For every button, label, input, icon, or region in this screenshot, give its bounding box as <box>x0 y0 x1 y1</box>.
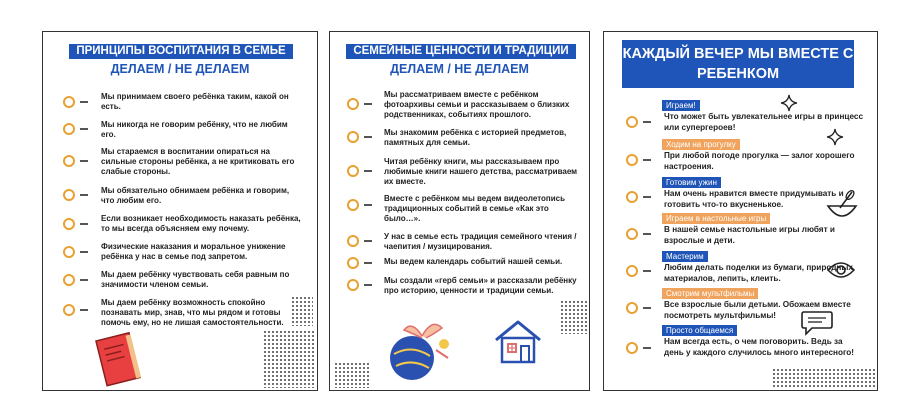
dash-icon <box>80 223 88 225</box>
dash-icon <box>643 307 651 309</box>
speech-bubble-icon <box>800 308 834 336</box>
bullet-circle-icon <box>347 199 359 211</box>
dash-icon <box>364 240 372 242</box>
item-text: Все взрослые были детьми. Обожаем вместе посмотреть мультфильмы! <box>664 300 851 320</box>
bullet-circle-icon <box>626 116 638 128</box>
bullet-circle-icon <box>63 155 75 167</box>
dash-icon <box>80 128 88 130</box>
dot-pattern <box>291 296 313 326</box>
item-text: В нашей семье настольные игры любят и взрослые и дети. <box>664 225 835 245</box>
bullet-circle-icon <box>347 98 359 110</box>
item-text: Мы знакомим ребёнка с историей предметов, памятных для семьи. <box>384 128 567 147</box>
dash-icon <box>643 121 651 123</box>
dash-icon <box>364 170 372 172</box>
dash-icon <box>80 101 88 103</box>
card-parenting-principles <box>42 31 318 391</box>
item-text: Физические наказания и моральное унижение ребёнка у нас в семье под запретом. <box>101 242 286 261</box>
item-text: Читая ребёнку книги, мы рассказываем про любимые книги нашего детства, рассматриваем их вместе. <box>384 157 578 186</box>
bullet-circle-icon <box>347 131 359 143</box>
bullet-circle-icon <box>63 246 75 258</box>
card-every-evening <box>603 31 878 391</box>
dot-pattern <box>772 368 876 388</box>
bullet-circle-icon <box>63 304 75 316</box>
eye-icon <box>826 260 856 280</box>
dash-icon <box>364 204 372 206</box>
card-family-values <box>329 31 590 391</box>
activity-tag: Мастерим <box>662 251 708 262</box>
dot-pattern <box>560 300 588 334</box>
dash-icon <box>364 103 372 105</box>
item-text: Мы рассматриваем вместе с ребёнком фотоархивы семьи и рассказываем о близких родственниках, событиях прошлого. <box>384 90 570 119</box>
item-text: Нам очень нравится вместе придумывать и готовить что-то вкусненькое. <box>664 189 844 209</box>
card3-title: КАЖДЫЙ ВЕЧЕР МЫ ВМЕСТЕ С РЕБЕНКОМ <box>622 40 854 88</box>
bullet-circle-icon <box>626 302 638 314</box>
bullet-circle-icon <box>63 274 75 286</box>
item-text: Что может быть увлекательнее игры в принцесс или супергероев! <box>664 112 863 132</box>
dash-icon <box>80 194 88 196</box>
bullet-circle-icon <box>347 165 359 177</box>
bullet-circle-icon <box>347 235 359 247</box>
activity-tag: Играем! <box>662 100 700 111</box>
item-text: Мы обязательно обнимаем ребёнка и говорим, что любим его. <box>101 186 290 205</box>
dot-pattern <box>334 362 370 388</box>
bullet-circle-icon <box>626 228 638 240</box>
item-text: Мы даем ребёнку чувствовать себя равным по значимости членом семьи. <box>101 270 290 289</box>
bullet-circle-icon <box>63 189 75 201</box>
item-text: Мы даем ребёнку возможность спокойно познавать мир, знав, что мы рядом и готовы помочь ему, но не лишая самостоятельности. <box>101 298 284 327</box>
item-text: Мы ведем календарь событий нашей семьи. <box>384 257 563 266</box>
card2-subtitle: ДЕЛАЕМ / НЕ ДЕЛАЕМ <box>390 62 529 76</box>
activity-tag: Играем в настольные игры <box>662 213 770 224</box>
sparkle-icon <box>780 94 798 112</box>
item-text: У нас в семье есть традиция семейного чтения / чаепития / музицирования. <box>384 232 577 251</box>
item-text: Вместе с ребёнком мы ведем видеолетопись традиционных событий в семье «Как это было…». <box>384 194 566 223</box>
item-text: Если возникает необходимость наказать ребёнка, то мы всегда объясняем ему почему. <box>101 214 301 233</box>
book-icon <box>91 328 147 390</box>
dash-icon <box>364 284 372 286</box>
bullet-circle-icon <box>63 123 75 135</box>
dash-icon <box>643 233 651 235</box>
item-text: Мы стараемся в воспитании опираться на сильные стороны ребёнка, а не критиковать его слабые стороны. <box>101 147 295 176</box>
sparkle-icon <box>826 128 844 146</box>
dash-icon <box>364 262 372 264</box>
gift-ball-icon <box>382 314 454 386</box>
bullet-circle-icon <box>626 342 638 354</box>
activity-tag: Готовим ужин <box>662 177 721 188</box>
dash-icon <box>643 270 651 272</box>
bullet-circle-icon <box>626 154 638 166</box>
activity-tag: Смотрим мультфильмы <box>662 288 758 299</box>
dash-icon <box>80 251 88 253</box>
dash-icon <box>364 136 372 138</box>
card1-title: ПРИНЦИПЫ ВОСПИТАНИЯ В СЕМЬЕ <box>69 44 293 59</box>
item-text: Любим делать поделки из бумаги, природных материалов, лепить, клеить. <box>664 263 853 283</box>
dash-icon <box>80 309 88 311</box>
item-text: Мы никогда не говорим ребёнку, что не любим его. <box>101 120 288 139</box>
dash-icon <box>643 347 651 349</box>
bullet-circle-icon <box>63 96 75 108</box>
house-icon <box>490 314 546 370</box>
bowl-whisk-icon <box>824 188 860 224</box>
bullet-circle-icon <box>63 218 75 230</box>
card2-title: СЕМЕЙНЫЕ ЦЕННОСТИ И ТРАДИЦИИ <box>346 44 576 59</box>
card1-subtitle: ДЕЛАЕМ / НЕ ДЕЛАЕМ <box>110 62 250 76</box>
item-text: Нам всегда есть, о чем поговорить. Ведь за день у каждого случилось много интересного! <box>664 337 854 357</box>
activity-tag: Просто общаемся <box>662 325 737 336</box>
item-text: Мы принимаем своего ребёнка таким, какой он есть. <box>101 92 289 111</box>
activity-tag: Ходим на прогулку <box>662 139 740 150</box>
dash-icon <box>80 279 88 281</box>
bullet-circle-icon <box>626 191 638 203</box>
bullet-circle-icon <box>347 279 359 291</box>
item-text: При любой погоде прогулка — залог хорошего настроения. <box>664 151 855 171</box>
dash-icon <box>643 159 651 161</box>
dash-icon <box>643 196 651 198</box>
dot-pattern <box>263 330 315 388</box>
dash-icon <box>80 160 88 162</box>
bullet-circle-icon <box>626 265 638 277</box>
item-text: Мы создали «герб семьи» и рассказали ребёнку про историю, ценности и традиции семьи. <box>384 276 577 295</box>
bullet-circle-icon <box>347 257 359 269</box>
